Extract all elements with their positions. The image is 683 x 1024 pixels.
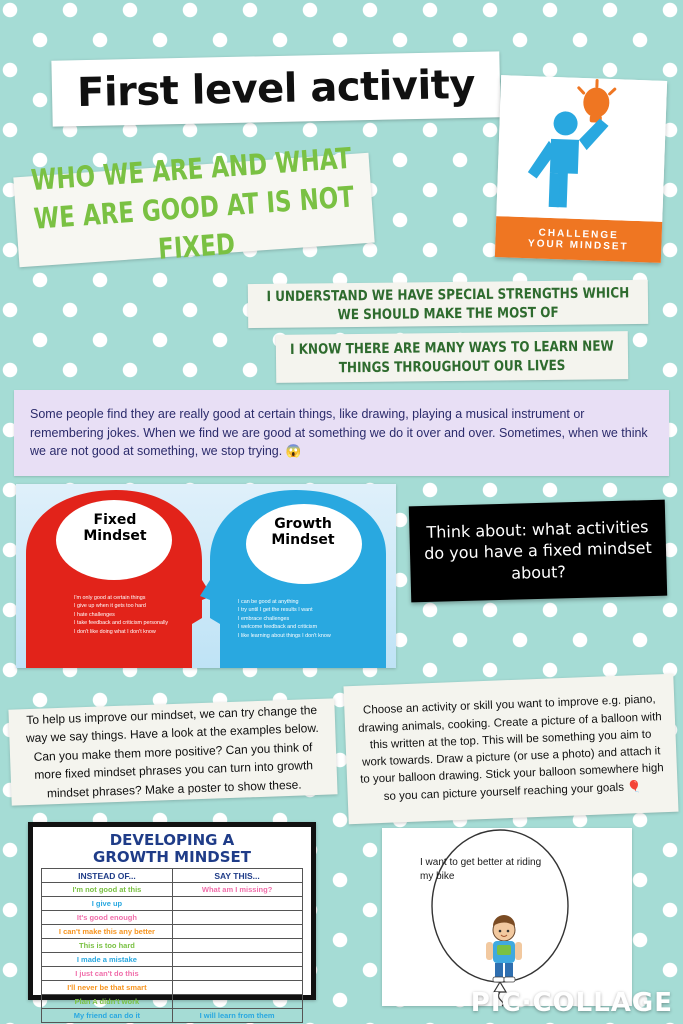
page-title-card (51, 51, 500, 126)
table-row (42, 953, 302, 967)
developing-growth-mindset-table-card (28, 822, 316, 1020)
table-row (42, 883, 302, 897)
table-row (42, 995, 302, 1009)
table-cell-say (172, 981, 302, 995)
growth-point-2: I try until I get the results I want (238, 607, 313, 614)
table-header-row (42, 869, 302, 883)
fixed-point-3: I hate challenges (74, 611, 115, 618)
table-title-line1: DEVELOPING A (109, 831, 235, 849)
table-cell-say (172, 967, 302, 981)
table-row (42, 911, 302, 925)
intro-paragraph-card (14, 390, 669, 476)
mindset-table-body (42, 883, 302, 1023)
learning-intention-1: I UNDERSTAND WE HAVE SPECIAL STRENGTHS WHICH WE SHOULD MAKE THE MOST OF (266, 284, 630, 323)
fixed-point-5: I don't like doing what I don't know (74, 628, 156, 635)
table-cell-instead: It's good enough (42, 911, 172, 925)
improve-mindset-text: To help us improve our mindset, we can try change the way we say things. Have a look at the examples below. Can you make them more positive? Can you think of more fixed mindset phrases you can turn into growth mindset phrases? Make a poster to show these. (25, 702, 319, 801)
table-row (42, 967, 302, 981)
subtitle-text: WHO WE ARE AND WHAT WE ARE GOOD AT IS NOT FIXED (30, 143, 356, 267)
mindset-phrases-table (41, 868, 302, 1023)
fixed-point-2: I give up when it gets too hard (74, 603, 146, 610)
table-cell-say (172, 953, 302, 967)
challenge-your-mindset-poster (495, 75, 667, 263)
table-row (42, 939, 302, 953)
poster-banner (495, 216, 662, 263)
table-cell-say (172, 939, 302, 953)
table-cell-instead: I can't make this any better (42, 925, 172, 939)
growth-point-5: I like learning about things I don't know (238, 632, 331, 639)
poster-banner-line1: CHALLENGE (538, 227, 620, 241)
balloon-activity-text: Choose an activity or skill you want to improve e.g. piano, drawing animals, cooking. Create a picture of a balloon with this written at the top. This will be something you aim to work towards. Draw a picture (or use a photo) and attach it to your balloon drawing. Stick your balloon somewhere high so you can picture yourself reaching your goals 🎈 (358, 693, 664, 803)
table-cell-say (172, 925, 302, 939)
think-about-card (409, 500, 667, 603)
poster-illustration (496, 75, 667, 222)
growth-point-1: I can be good at anything (238, 599, 299, 605)
table-title-line2: GROWTH MINDSET (93, 847, 251, 866)
growth-mindset-points (238, 598, 348, 640)
table-cell-say (172, 995, 302, 1009)
table-row (42, 981, 302, 995)
page-title: First level activity (76, 61, 476, 117)
fixed-point-1: I'm only good at certain things (74, 595, 146, 601)
growth-point-4: I welcome feedback and criticism (238, 624, 318, 631)
growth-mindset-label-text: Growth Mindset (271, 516, 335, 549)
learning-intention-1-card (248, 280, 648, 328)
table-cell-say (172, 897, 302, 911)
think-about-text: Think about: what activities do you have a fixed mindset about? (423, 516, 653, 583)
table-header-instead: INSTEAD OF... (42, 869, 172, 883)
intro-paragraph: Some people find they are really good at certain things, like drawing, playing a musical instrument or remembering jokes. When we find we are good at something we do it over and over. Sometimes, when we think we are not good at something, we stop trying. 😱 (30, 406, 648, 459)
table-cell-instead: I give up (42, 897, 172, 911)
fixed-vs-growth-mindset-image (16, 484, 396, 668)
piccollage-watermark: PIC·COLLAGE (470, 988, 673, 1018)
improve-mindset-card (8, 698, 337, 805)
growth-point-3: I embrace challenges (238, 615, 290, 622)
lightbulb-figure-icon (496, 75, 667, 217)
table-cell-instead: My friend can do it (42, 1009, 172, 1023)
table-cell-instead: This is too hard (42, 939, 172, 953)
balloon-outline-icon (382, 828, 632, 1006)
table-cell-instead: I made a mistake (42, 953, 172, 967)
fixed-point-4: I take feedback and criticism personally (74, 620, 169, 627)
table-cell-say: I will learn from them (172, 1009, 302, 1023)
table-cell-say: What am I missing? (172, 883, 302, 897)
learning-intention-2: I KNOW THERE ARE MANY WAYS TO LEARN NEW THINGS THROUGHOUT OUR LIVES (289, 337, 614, 376)
table-cell-instead: I just can't do this (42, 967, 172, 981)
table-cell-instead: I'll never be that smart (42, 981, 172, 995)
subtitle-card (13, 143, 374, 268)
table-header-say: SAY THIS... (172, 869, 302, 883)
table-row (42, 925, 302, 939)
table-title (33, 827, 311, 868)
table-cell-instead: Plan A didn't work (42, 995, 172, 1009)
balloon-activity-card (343, 674, 678, 825)
balloon-goal-note: I want to get better at riding my bike (420, 857, 542, 882)
learning-intention-2-card (276, 331, 628, 383)
poster-banner-line2: YOUR MINDSET (527, 237, 629, 253)
growth-mindset-label (248, 516, 358, 548)
table-cell-instead: I'm not good at this (42, 883, 172, 897)
fixed-mindset-points (74, 594, 184, 636)
table-row (42, 897, 302, 911)
fixed-mindset-label (60, 512, 170, 544)
fixed-mindset-label-text: Fixed Mindset (83, 512, 147, 545)
balloon-drawing-card (382, 828, 632, 1006)
table-row (42, 1009, 302, 1023)
table-cell-say (172, 911, 302, 925)
